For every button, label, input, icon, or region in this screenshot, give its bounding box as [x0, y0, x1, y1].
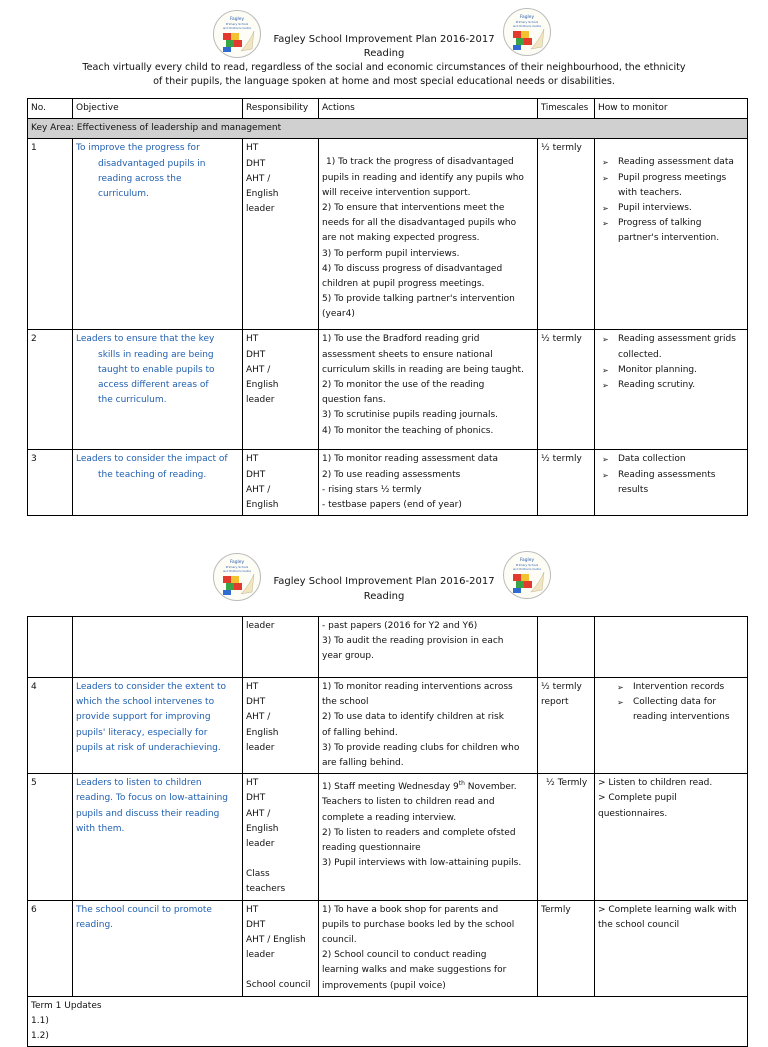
objective-cell [73, 678, 243, 774]
action-line: 3) To audit the reading provision in each [322, 636, 504, 647]
responsibility-line: English [246, 189, 279, 200]
objective-line: the teaching of reading. [98, 469, 207, 480]
monitor-item: > Complete pupil [598, 793, 677, 804]
action-line: 3) Pupil interviews with low-attaining pupils. [322, 858, 522, 869]
row-number [28, 617, 73, 678]
header-monitor: How to monitor [595, 99, 748, 119]
objective-line: provide support for improving [76, 712, 211, 723]
responsibility-cell [243, 330, 319, 450]
objective-cell [73, 139, 243, 330]
table-row [28, 617, 748, 678]
monitor-cell [595, 450, 748, 516]
responsibility-line: HT [246, 334, 259, 345]
monitor-item: ➢ Intervention records [613, 680, 744, 695]
action-line: of falling behind. [322, 727, 398, 738]
responsibility-line: DHT [246, 469, 266, 480]
responsibility-line: School council [246, 980, 311, 991]
action-line: - rising stars ½ termly [322, 484, 422, 495]
objective-line: Leaders to ensure that the key [76, 334, 215, 345]
objective-line: pupils and discuss their reading [76, 808, 220, 819]
action-line: 1) To use the Bradford reading grid [322, 334, 480, 345]
responsibility-line: leader [246, 950, 275, 961]
objective-line: Leaders to listen to children [76, 778, 202, 789]
responsibility-line: English [246, 500, 279, 511]
responsibility-line: teachers [246, 884, 286, 895]
action-line [322, 776, 534, 795]
responsibility-line: AHT / [246, 808, 271, 819]
action-line: 2) School council to conduct reading [322, 950, 487, 961]
plan-table [27, 98, 748, 516]
key-area-label: Key Area: Effectiveness of leadership and management [28, 119, 748, 139]
action-line: (year4) [322, 309, 355, 320]
monitor-item: ➢ Data collection [598, 452, 744, 467]
logo-text-1: Fagley [519, 558, 535, 563]
updates-cell [28, 996, 748, 1047]
objective-line: pupils at risk of underachieving. [76, 742, 221, 753]
table-row [28, 330, 748, 450]
monitor-cell [595, 774, 748, 900]
action-line: the school [322, 697, 369, 708]
monitor-cell [595, 900, 748, 996]
responsibility-line [246, 852, 315, 867]
monitor-item: questionnaires. [598, 808, 668, 819]
table-header-row [28, 99, 748, 119]
objective-line: The school council to promote [76, 904, 212, 915]
responsibility-line: DHT [246, 349, 266, 360]
update-item: 1.1) [31, 1016, 49, 1027]
monitor-cell [595, 139, 748, 330]
responsibility-line: leader [246, 204, 275, 215]
header-actions: Actions [319, 99, 538, 119]
logo-text-3: and Children's Centre [512, 25, 542, 28]
objective-line: taught to enable pupils to [98, 364, 215, 375]
monitor-item: ➢ Reading assessment data [598, 155, 744, 170]
row-number: 6 [28, 900, 73, 996]
objective-line: reading. [76, 919, 114, 930]
actions-cell [319, 450, 538, 516]
timescale-cell [538, 617, 595, 678]
monitor-item: ➢ Reading scrutiny. [598, 378, 744, 393]
logo-text-2: Primary School [515, 563, 539, 567]
actions-cell [319, 774, 538, 900]
responsibility-cell [243, 900, 319, 996]
objective-line: which the school intervenes to [76, 697, 215, 708]
responsibility-line: HT [246, 682, 259, 692]
table-row [28, 139, 748, 330]
objective-line: pupils' literacy, especially for [76, 727, 208, 738]
responsibility-line: AHT / [246, 712, 271, 723]
update-item: 1.2) [31, 1031, 49, 1042]
timescale-line: report [541, 697, 569, 708]
timescale-cell: ½ Termly [538, 774, 595, 900]
responsibility-line: AHT / English [246, 935, 306, 946]
monitor-item: ➢ Progress of talking partner's intervention. [598, 216, 744, 246]
action-line: Teachers to listen to children read and [322, 797, 495, 808]
header-no: No. [28, 99, 73, 119]
action-line: 4) To monitor the teaching of phonics. [322, 425, 494, 436]
timescale-cell: Termly [538, 900, 595, 996]
actions-cell [319, 330, 538, 450]
action-line: will receive intervention support. [322, 187, 471, 198]
monitor-item: > Listen to children read. [598, 778, 713, 789]
logo-text-1: Fagley [229, 560, 245, 565]
objective-line: skills in reading are being [98, 349, 214, 360]
action-line: 1) To monitor reading assessment data [322, 454, 499, 465]
timescale-cell [538, 678, 595, 774]
responsibility-cell [243, 774, 319, 900]
monitor-item: ➢ Monitor planning. [598, 363, 744, 378]
page-title: Fagley School Improvement Plan 2016-2017 [273, 576, 495, 587]
monitor-item: ➢ Pupil progress meetings with teachers. [598, 171, 744, 201]
action-text: November. [464, 782, 517, 793]
objective-line: Leaders to consider the impact of [76, 454, 228, 465]
actions-cell [319, 900, 538, 996]
responsibility-line: HT [246, 454, 259, 465]
action-text: 1) Staff meeting Wednesday 9 [322, 782, 459, 793]
monitor-item: ➢ Reading assessment grids collected. [598, 332, 744, 362]
table-row [28, 900, 748, 996]
responsibility-line: Class [246, 869, 270, 880]
header-objective: Objective [73, 99, 243, 119]
table-row [28, 450, 748, 516]
page-subtitle: Reading [363, 48, 405, 59]
timescale-cell: ½ termly [538, 450, 595, 516]
responsibility-line: AHT / [246, 484, 271, 495]
action-line: question fans. [322, 395, 386, 406]
objective-line: reading. To focus on low-attaining [76, 793, 229, 804]
responsibility-line: English [246, 380, 279, 391]
table-row [28, 678, 748, 774]
monitor-cell [595, 678, 748, 774]
responsibility-cell [243, 678, 319, 774]
monitor-cell [595, 330, 748, 450]
action-line: - past papers (2016 for Y2 and Y6) [322, 621, 478, 631]
action-line: 2) To use reading assessments [322, 469, 461, 480]
responsibility-line: HT [246, 143, 259, 154]
monitor-item: ➢ Pupil interviews. [598, 201, 744, 216]
monitor-item: ➢ Reading assessments results [598, 468, 744, 498]
actions-cell [319, 678, 538, 774]
timescale-cell: ½ termly [538, 330, 595, 450]
page-title: Fagley School Improvement Plan 2016-2017 [273, 34, 495, 45]
updates-title: Term 1 Updates [31, 1000, 102, 1011]
responsibility-line: AHT / [246, 364, 271, 375]
action-line: needs for all the disadvantaged pupils who [322, 218, 517, 229]
logo-text-3: and Children's Centre [222, 570, 252, 573]
responsibility-line: leader [246, 395, 275, 406]
monitor-cell [595, 617, 748, 678]
responsibility-line: English [246, 823, 279, 834]
objective-cell [73, 900, 243, 996]
action-line: 3) To perform pupil interviews. [322, 248, 460, 259]
objective-line: with them. [76, 823, 125, 834]
objective-line: reading across the [98, 173, 182, 184]
table-row [28, 774, 748, 900]
objective-cell [73, 330, 243, 450]
action-line: are not making expected progress. [322, 233, 480, 244]
responsibility-line: AHT / [246, 173, 271, 184]
responsibility-line: DHT [246, 697, 266, 708]
row-number: 5 [28, 774, 73, 900]
objective-line: curriculum. [98, 189, 149, 200]
logo-text-2: Primary School [225, 22, 249, 26]
objective-cell [73, 450, 243, 516]
action-line: 2) To monitor the use of the reading [322, 380, 485, 391]
action-line: council. [322, 935, 357, 946]
responsibility-line: DHT [246, 793, 266, 804]
superscript: th [458, 780, 465, 788]
action-line: 2) To use data to identify children at risk [322, 712, 504, 723]
row-number: 4 [28, 678, 73, 774]
action-line: reading questionnaire [322, 843, 421, 854]
page-subtitle: Reading [363, 591, 405, 602]
responsibility-line: DHT [246, 919, 266, 930]
action-line: pupils in reading and identify any pupils who [322, 172, 524, 183]
action-line: improvements (pupil voice) [322, 980, 446, 991]
action-line: - testbase papers (end of year) [322, 500, 462, 511]
objective-cell [73, 774, 243, 900]
header-timescales: Timescales [538, 99, 595, 119]
objective-line: Leaders to consider the extent to [76, 682, 226, 692]
action-line: 1) To have a book shop for parents and [322, 904, 499, 915]
action-line: 1) To monitor reading interventions across [322, 682, 513, 692]
responsibility-cell [243, 139, 319, 330]
action-line: curriculum skills in reading are being taught. [322, 364, 524, 375]
updates-row [28, 996, 748, 1047]
logo-text-2: Primary School [225, 565, 249, 569]
responsibility-line: HT [246, 904, 259, 915]
monitor-item: the school council [598, 919, 680, 930]
header-responsibility: Responsibility [243, 99, 319, 119]
action-line: 2) To listen to readers and complete ofsted [322, 827, 516, 838]
responsibility-line: English [246, 727, 279, 738]
responsibility-cell: leader [243, 617, 319, 678]
logo-text-1: Fagley [519, 15, 535, 20]
row-number: 1 [28, 139, 73, 330]
action-line: complete a reading interview. [322, 812, 457, 823]
row-number: 3 [28, 450, 73, 516]
responsibility-line: leader [246, 742, 275, 753]
logo-text-2: Primary School [515, 20, 539, 24]
monitor-item: > Complete learning walk with [598, 904, 737, 915]
logo-text-3: and Children's Centre [512, 568, 542, 571]
action-line: 5) To provide talking partner's intervention [322, 294, 515, 305]
row-number: 2 [28, 330, 73, 450]
logo-text-3: and Children's Centre [222, 27, 252, 30]
actions-cell [319, 139, 538, 330]
responsibility-line [246, 963, 315, 978]
action-line: 4) To discuss progress of disadvantaged [322, 263, 503, 274]
responsibility-line: DHT [246, 158, 266, 169]
action-line: are falling behind. [322, 758, 404, 769]
action-line: 3) To scrutinise pupils reading journals. [322, 410, 499, 421]
action-line: 3) To provide reading clubs for children who [322, 742, 520, 753]
responsibility-line: HT [246, 778, 259, 789]
monitor-item: ➢ Collecting data for reading interventions [613, 695, 744, 725]
objective-line: the curriculum. [98, 395, 167, 406]
action-line: children at pupil progress meetings. [322, 279, 485, 290]
action-line: 1) To track the progress of disadvantaged [326, 157, 514, 168]
action-line: year group. [322, 651, 374, 662]
key-area-row [28, 119, 748, 139]
timescale-cell: ½ termly [538, 139, 595, 330]
action-line: pupils to purchase books led by the school [322, 919, 515, 930]
intro-line: of their pupils, the language spoken at home and most special educational needs or disabilities. [153, 76, 615, 87]
logo-text-1: Fagley [229, 17, 245, 22]
objective-cell [73, 617, 243, 678]
objective-line: To improve the progress for [76, 143, 200, 154]
action-line: 2) To ensure that interventions meet the [322, 203, 505, 214]
timescale-line: ½ termly [541, 682, 582, 692]
action-line: assessment sheets to ensure national [322, 349, 493, 360]
responsibility-cell [243, 450, 319, 516]
plan-table [27, 616, 748, 1047]
responsibility-line: leader [246, 839, 275, 850]
intro-line: Teach virtually every child to read, regardless of the social and economic circumstances of their neighbourhood, the ethnicity [82, 62, 686, 73]
action-line: learning walks and make suggestions for [322, 965, 507, 976]
actions-cell [319, 617, 538, 678]
objective-line: access different areas of [98, 380, 209, 391]
objective-line: disadvantaged pupils in [98, 158, 206, 169]
